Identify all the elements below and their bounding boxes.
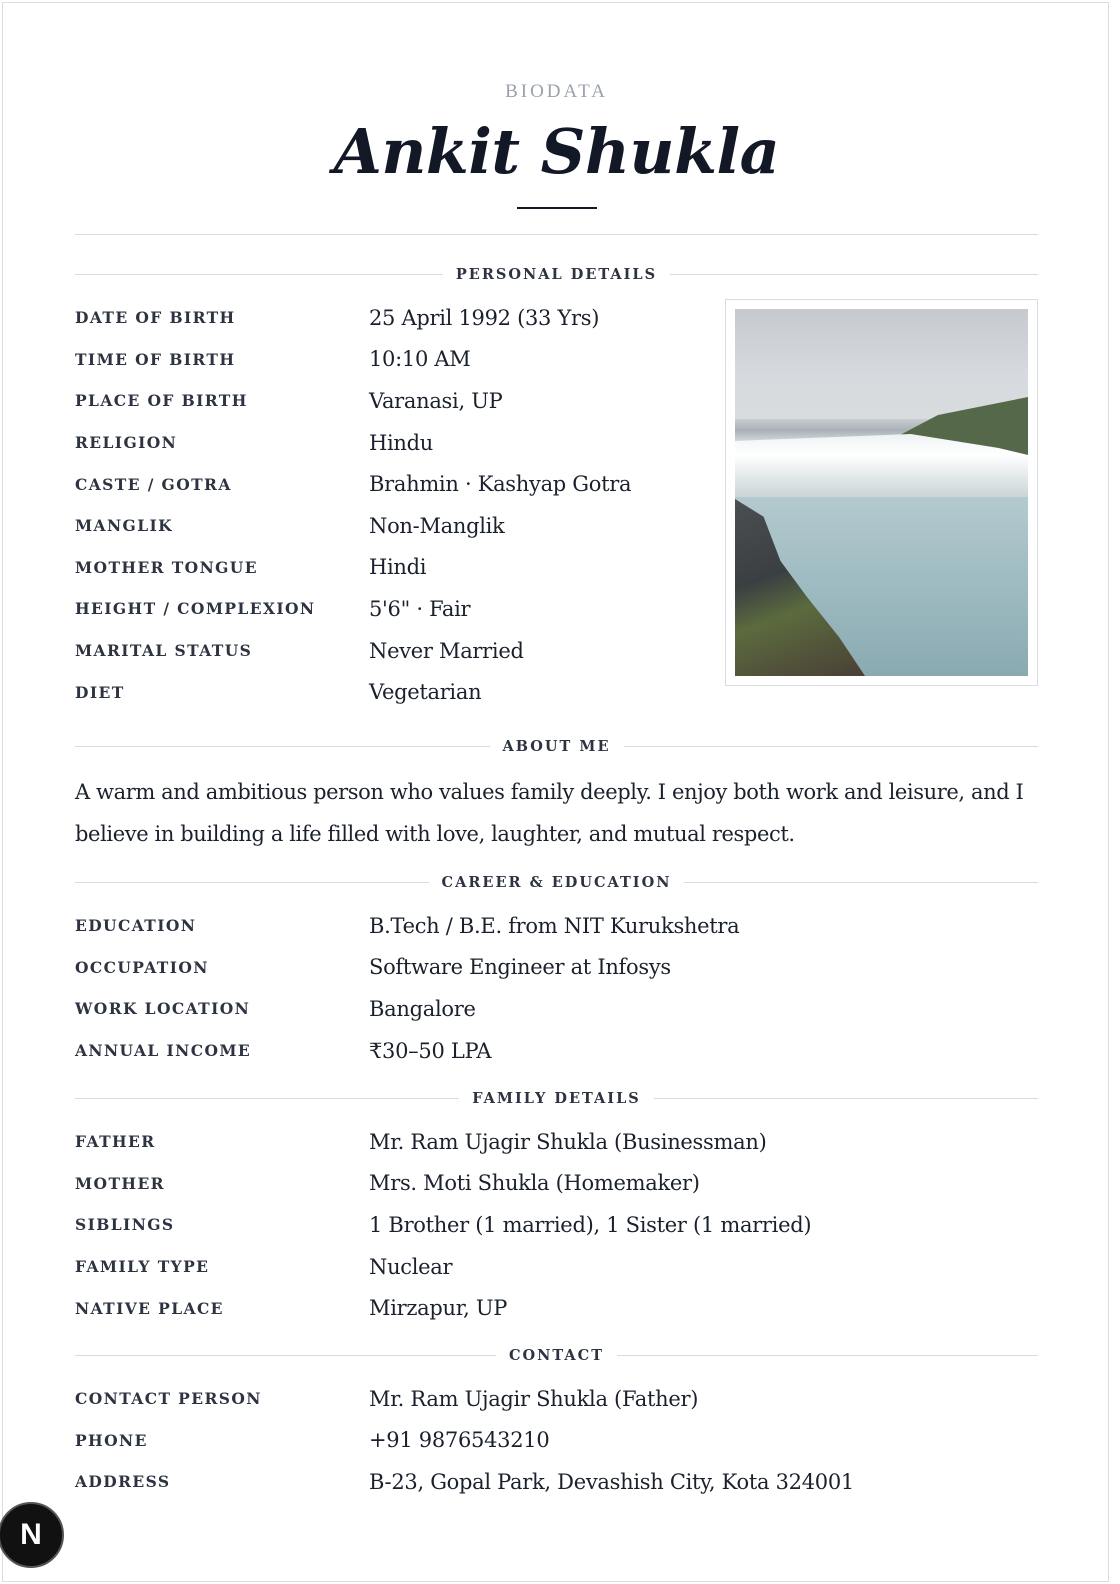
detail-row — [75, 1030, 739, 1072]
document-kicker: BIODATA — [505, 81, 608, 102]
detail-row — [75, 588, 631, 630]
contact-details-list — [75, 1378, 854, 1503]
detail-row — [75, 671, 631, 713]
detail-row — [75, 1204, 811, 1246]
detail-row — [75, 947, 739, 989]
detail-row — [75, 297, 631, 339]
detail-label: NATIVE PLACE — [75, 1298, 224, 1318]
detail-row — [75, 505, 631, 547]
detail-value: 5'6" · Fair — [369, 596, 471, 621]
person-name: Ankit Shukla — [333, 115, 780, 188]
detail-row — [75, 1163, 811, 1205]
detail-value: Mrs. Moti Shukla (Homemaker) — [369, 1171, 700, 1196]
name-underline — [517, 207, 597, 209]
detail-row — [75, 1246, 811, 1288]
detail-row — [75, 1461, 854, 1503]
detail-label: FATHER — [75, 1132, 156, 1152]
detail-value: Never Married — [369, 638, 524, 663]
detail-label: MARITAL STATUS — [75, 641, 253, 661]
detail-row — [75, 905, 739, 947]
detail-value: Hindi — [369, 555, 427, 580]
nextjs-dev-badge-icon[interactable]: N — [0, 1502, 64, 1568]
detail-value: B.Tech / B.E. from NIT Kurukshetra — [369, 913, 740, 938]
detail-label: CASTE / GOTRA — [75, 474, 232, 494]
detail-label: HEIGHT / COMPLEXION — [75, 599, 316, 619]
detail-value: Varanasi, UP — [369, 388, 503, 413]
detail-label: FAMILY TYPE — [75, 1257, 210, 1277]
detail-row — [75, 630, 631, 672]
detail-label: MANGLIK — [75, 516, 174, 536]
detail-row — [75, 380, 631, 422]
detail-label: PHONE — [75, 1430, 148, 1450]
detail-label: MOTHER TONGUE — [75, 557, 258, 577]
detail-value: Hindu — [369, 430, 434, 455]
profile-photo-frame — [725, 299, 1038, 686]
detail-label: DATE OF BIRTH — [75, 308, 236, 328]
detail-label: ANNUAL INCOME — [75, 1041, 252, 1061]
detail-label: DIET — [75, 682, 125, 702]
detail-label: CONTACT PERSON — [75, 1389, 262, 1409]
personal-details-list — [75, 297, 631, 713]
detail-label: EDUCATION — [75, 916, 197, 936]
section-title-personal: PERSONAL DETAILS — [75, 264, 1038, 284]
detail-label: WORK LOCATION — [75, 999, 251, 1019]
detail-value: ₹30–50 LPA — [369, 1038, 492, 1063]
detail-value: Brahmin · Kashyap Gotra — [369, 472, 632, 497]
detail-value: 25 April 1992 (33 Yrs) — [369, 305, 600, 330]
detail-label: ADDRESS — [75, 1472, 171, 1492]
detail-row — [75, 422, 631, 464]
detail-label: MOTHER — [75, 1173, 165, 1193]
detail-value: B-23, Gopal Park, Devashish City, Kota 324001 — [369, 1469, 854, 1494]
detail-row — [75, 463, 631, 505]
detail-value: Vegetarian — [369, 680, 482, 705]
detail-label: TIME OF BIRTH — [75, 349, 236, 369]
section-title-contact: CONTACT — [75, 1345, 1038, 1365]
detail-label: PLACE OF BIRTH — [75, 391, 248, 411]
career-details-list — [75, 905, 739, 1071]
detail-row — [75, 1121, 811, 1163]
detail-value: Software Engineer at Infosys — [369, 955, 671, 980]
detail-value: +91 9876543210 — [369, 1428, 550, 1453]
detail-value: Nuclear — [369, 1254, 453, 1279]
detail-label: SIBLINGS — [75, 1215, 175, 1235]
detail-row — [75, 547, 631, 589]
detail-row — [75, 988, 739, 1030]
profile-photo-waterfall — [735, 309, 1028, 676]
about-me-text: A warm and ambitious person who values family deeply. I enjoy both work and leisure, and I believe in building a life filled with love, laughter, and mutual respect. — [75, 780, 1024, 846]
detail-value: Mr. Ram Ujagir Shukla (Businessman) — [369, 1129, 767, 1154]
detail-row — [75, 339, 631, 381]
detail-value: Bangalore — [369, 996, 476, 1021]
detail-value: Mirzapur, UP — [369, 1296, 508, 1321]
detail-value: Mr. Ram Ujagir Shukla (Father) — [369, 1386, 699, 1411]
detail-label: OCCUPATION — [75, 957, 209, 977]
detail-value: 10:10 AM — [369, 347, 471, 372]
section-title-career: CAREER & EDUCATION — [75, 872, 1038, 892]
header-divider — [75, 234, 1038, 235]
detail-value: Non-Manglik — [369, 513, 505, 538]
detail-value: 1 Brother (1 married), 1 Sister (1 married) — [369, 1212, 812, 1237]
section-title-about: ABOUT ME — [75, 736, 1038, 756]
detail-label: RELIGION — [75, 433, 178, 453]
biodata-page — [2, 2, 1109, 1582]
section-title-family: FAMILY DETAILS — [75, 1088, 1038, 1108]
detail-row — [75, 1287, 811, 1329]
family-details-list — [75, 1121, 811, 1329]
detail-row — [75, 1420, 854, 1462]
detail-row — [75, 1378, 854, 1420]
